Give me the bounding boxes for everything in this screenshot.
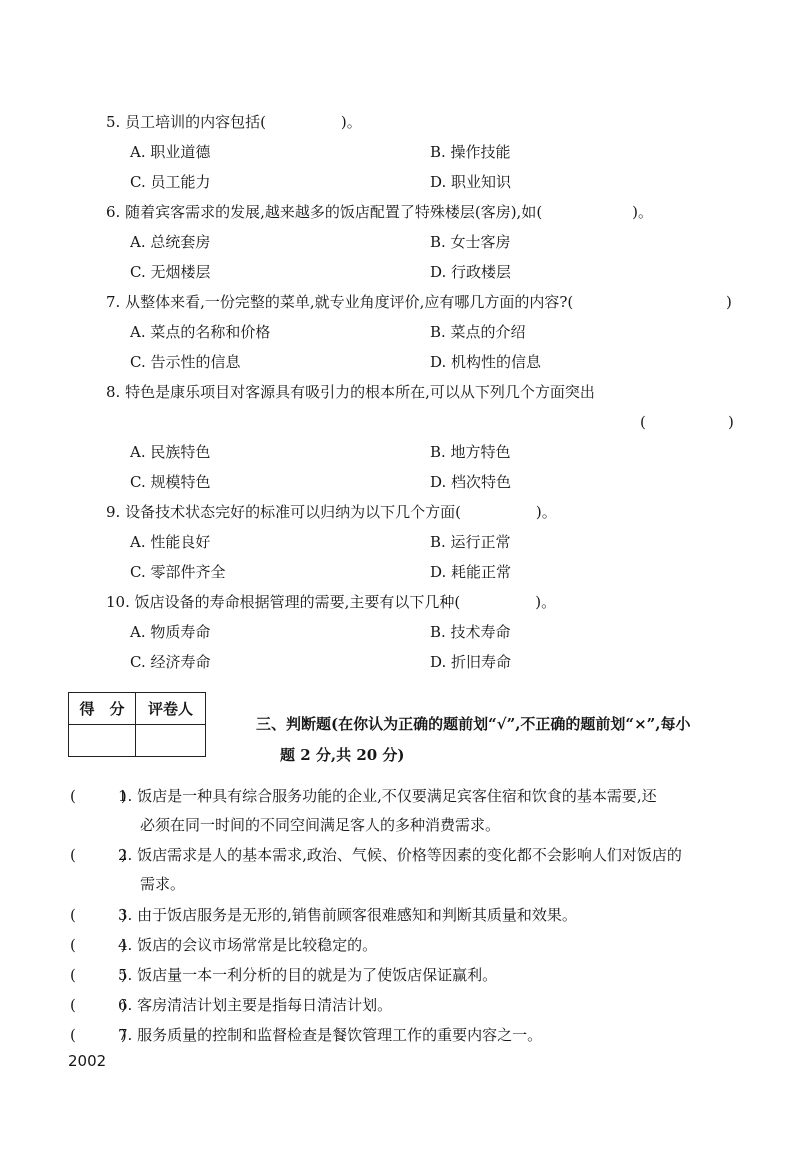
judgment-3-text: 3. 由于饭店服务是无形的,销售前顾客很难感知和判断其质量和效果。 (118, 906, 577, 924)
question-9-option-b: B. 运行正常 (430, 533, 511, 551)
question-5-option-b: B. 操作技能 (430, 143, 511, 161)
question-9-option-c: C. 零部件齐全 (130, 563, 226, 581)
question-7-stem: 7. 从整体来看,一份完整的菜单,就专业角度评价,应有哪几方面的内容?( (106, 293, 574, 311)
score-box (68, 692, 206, 757)
judgment-6-answer[interactable]: ( ) (70, 996, 127, 1014)
question-8-option-b: B. 地方特色 (430, 443, 511, 461)
question-10-option-a: A. 物质寿命 (130, 623, 211, 641)
judgment-1-text-cont: 必须在同一时间的不同空间满足客人的多种消费需求。 (140, 816, 501, 834)
question-7-option-b: B. 菜点的介绍 (430, 323, 526, 341)
question-7-option-a: A. 菜点的名称和价格 (130, 323, 271, 341)
section-3-title: 三、判断题(在你认为正确的题前划“√”,不正确的题前划“×”,每小 (256, 715, 691, 733)
question-5-option-c: C. 员工能力 (130, 173, 211, 191)
judgment-5-text: 5. 饭店量一本一利分析的目的就是为了使饭店保证赢利。 (118, 966, 498, 984)
judgment-4-answer[interactable]: ( ) (70, 936, 127, 954)
question-8-option-c: C. 规模特色 (130, 473, 211, 491)
question-6-option-b: B. 女士客房 (430, 233, 511, 251)
question-8-option-a: A. 民族特色 (130, 443, 211, 461)
question-6-option-a: A. 总统套房 (130, 233, 211, 251)
question-7-option-c: C. 告示性的信息 (130, 353, 241, 371)
judgment-3-answer[interactable]: ( ) (70, 906, 127, 924)
question-10-option-b: B. 技术寿命 (430, 623, 511, 641)
question-5-option-d: D. 职业知识 (430, 173, 512, 191)
question-10-stem: 10. 饭店设备的寿命根据管理的需要,主要有以下几种( )。 (106, 593, 557, 611)
question-8-paren-close: ) (728, 413, 734, 431)
judgment-1-answer[interactable]: ( ) (70, 787, 127, 805)
question-9-option-a: A. 性能良好 (130, 533, 211, 551)
score-label: 得 分 (69, 693, 136, 725)
judgment-4-text: 4. 饭店的会议市场常常是比较稳定的。 (118, 936, 378, 954)
question-6-option-c: C. 无烟楼层 (130, 263, 211, 281)
judgment-7-answer[interactable]: ( ) (70, 1026, 127, 1044)
question-7-option-d: D. 机构性的信息 (430, 353, 542, 371)
question-8-option-d: D. 档次特色 (430, 473, 512, 491)
judgment-7-text: 7. 服务质量的控制和监督检查是餐饮管理工作的重要内容之一。 (118, 1026, 543, 1044)
section-3-title-cont: 题 2 分,共 20 分) (280, 746, 405, 764)
page-code: 2002 (68, 1052, 107, 1070)
score-cell[interactable] (69, 725, 136, 757)
question-5-option-a: A. 职业道德 (130, 143, 211, 161)
question-10-option-c: C. 经济寿命 (130, 653, 211, 671)
grader-label: 评卷人 (136, 693, 206, 725)
grader-cell[interactable] (136, 725, 206, 757)
judgment-2-text-cont: 需求。 (140, 875, 186, 893)
question-7-paren-close: ) (726, 293, 732, 311)
judgment-2-answer[interactable]: ( ) (70, 846, 127, 864)
question-8-stem: 8. 特色是康乐项目对客源具有吸引力的根本所在,可以从下列几个方面突出 (106, 383, 595, 401)
judgment-2-text: 2. 饭店需求是人的基本需求,政治、气候、价格等因素的变化都不会影响人们对饭店的 (118, 846, 682, 864)
question-6-stem: 6. 随着宾客需求的发展,越来越多的饭店配置了特殊楼层(客房),如( )。 (106, 203, 654, 221)
question-10-option-d: D. 折旧寿命 (430, 653, 512, 671)
judgment-6-text: 6. 客房清洁计划主要是指每日清洁计划。 (118, 996, 393, 1014)
judgment-5-answer[interactable]: ( ) (70, 966, 127, 984)
question-9-option-d: D. 耗能正常 (430, 563, 512, 581)
judgment-1-text: 1. 饭店是一种具有综合服务功能的企业,不仅要满足宾客住宿和饮食的基本需要,还 (118, 787, 657, 805)
question-6-option-d: D. 行政楼层 (430, 263, 512, 281)
question-9-stem: 9. 设备技术状态完好的标准可以归纳为以下几个方面( )。 (106, 503, 557, 521)
question-8-paren-open: ( (640, 413, 646, 431)
question-5-stem: 5. 员工培训的内容包括( )。 (106, 113, 362, 131)
